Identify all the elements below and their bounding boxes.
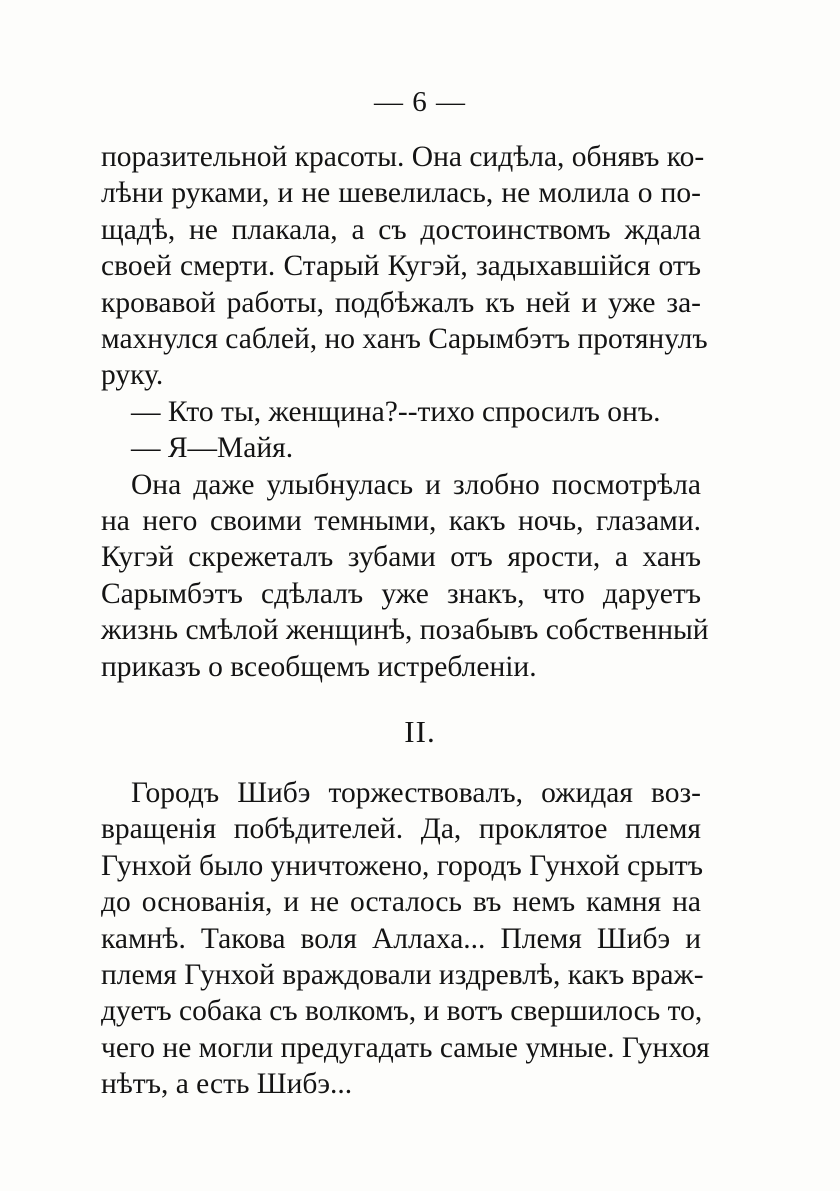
text-line: махнулся саблей, но ханъ Сарымбэтъ протянулъ	[101, 323, 708, 356]
paragraph-start-line: Она даже улыбнулась и злобно посмотрѣла	[131, 468, 701, 501]
paragraph-start-line: Городъ Шибэ торжествовалъ, ожидая воз-	[131, 777, 701, 809]
text-line: щадѣ, не плакала, а съ достоинствомъ ждала	[101, 213, 701, 246]
text-line: поразительной красоты. Она сидѣла, обнявъ ко-	[101, 141, 705, 173]
text-line: Кугэй скрежеталъ зубами отъ ярости, а ханъ	[101, 541, 701, 574]
text-line: своей смерти. Старый Кугэй, задыхавшійся отъ	[101, 250, 701, 283]
chapter-heading: II.	[404, 714, 436, 749]
dialogue-line: — Кто ты, женщина?--тихо спросилъ онъ.	[131, 395, 661, 428]
chapter-1-text	[101, 139, 709, 685]
text-line: Гунхой было уничтожено, городъ Гунхой срытъ	[101, 849, 703, 882]
text-line: нѣтъ, а есть Шибэ...	[101, 1068, 353, 1101]
text-line: вращенія побѣдителей. Да, проклятое племя	[101, 813, 701, 846]
text-line: кровавой работы, подбѣжалъ къ ней и уже за-	[101, 286, 701, 319]
text-line: камнѣ. Такова воля Аллаха... Племя Шибэ и	[101, 922, 701, 955]
text-line: до основанія, и не осталось въ немъ камня на	[101, 886, 701, 919]
text-line: жизнь смѣлой женщинѣ, позабывъ собственный	[101, 614, 709, 647]
text-line: дуетъ собака съ волкомъ, и вотъ свершилось то,	[101, 995, 703, 1028]
text-line: племя Гунхой враждовали издревлѣ, какъ враж-	[101, 959, 704, 992]
text-line: на него своими темными, какъ ночь, глазами.	[101, 505, 701, 538]
text-line: приказъ о всеобщемъ истребленіи.	[101, 650, 537, 683]
page-number: — 6 —	[374, 86, 466, 118]
text-line: чего не могли предугадать самые умные. Гунхоя	[101, 1031, 710, 1064]
text-line: Сарымбэтъ сдѣлалъ уже знакъ, что даруетъ	[101, 577, 701, 610]
chapter-2-text	[101, 775, 710, 1103]
text-line: лѣни руками, и не шевелилась, не молила о по-	[101, 177, 701, 210]
text-line: руку.	[101, 359, 164, 392]
dialogue-line: — Я—Майя.	[131, 432, 294, 465]
